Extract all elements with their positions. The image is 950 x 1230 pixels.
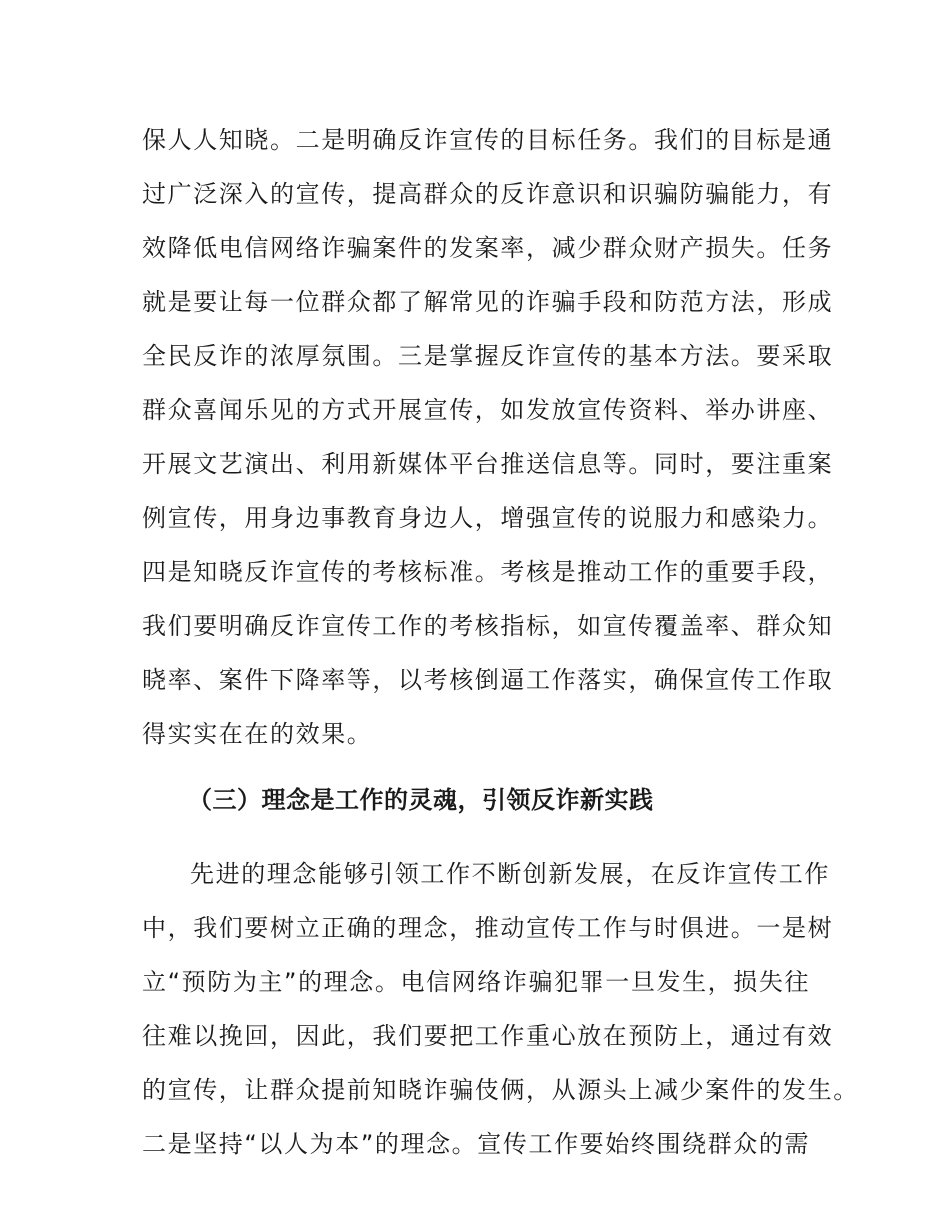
section-heading: （三）理念是工作的灵魂，引领反诈新实践 [188, 786, 654, 814]
paragraph-1-line-12: 得实实在在的效果。 [142, 720, 373, 748]
paragraph-1-line-8: 例宣传，用身边事教育身边人，增强宣传的说服力和感染力。 [142, 504, 834, 532]
paragraph-2-line-2: 中，我们要树立正确的理念，推动宣传工作与时俱进。一是树 [142, 914, 834, 942]
paragraph-2-line-1: 先进的理念能够引领工作不断创新发展，在反诈宣传工作 [190, 860, 830, 888]
paragraph-1-line-4: 就是要让每一位群众都了解常见的诈骗手段和防范方法，形成 [142, 288, 834, 316]
paragraph-1-line-3: 效降低电信网络诈骗案件的发案率，减少群众财产损失。任务 [142, 234, 834, 262]
paragraph-1-line-10: 我们要明确反诈宣传工作的考核指标，如宣传覆盖率、群众知 [142, 612, 834, 640]
paragraph-1-line-1: 保人人知晓。二是明确反诈宣传的目标任务。我们的目标是通 [142, 126, 834, 154]
paragraph-1-line-5: 全民反诈的浓厚氛围。三是掌握反诈宣传的基本方法。要采取 [142, 342, 834, 370]
paragraph-2-line-3: 立“预防为主”的理念。电信网络诈骗犯罪一旦发生，损失往 [142, 968, 811, 996]
paragraph-1-line-9: 四是知晓反诈宣传的考核标准。考核是推动工作的重要手段， [142, 558, 834, 586]
paragraph-1-line-6: 群众喜闻乐见的方式开展宣传，如发放宣传资料、举办讲座、 [142, 396, 834, 424]
paragraph-2-line-4: 往难以挽回，因此，我们要把工作重心放在预防上，通过有效 [142, 1022, 834, 1050]
paragraph-1-line-7: 开展文艺演出、利用新媒体平台推送信息等。同时，要注重案 [142, 450, 834, 478]
paragraph-2-line-6: 二是坚持“以人为本”的理念。宣传工作要始终围绕群众的需 [142, 1130, 811, 1158]
paragraph-2-line-5: 的宣传，让群众提前知晓诈骗伎俩，从源头上减少案件的发生。 [142, 1076, 859, 1104]
paragraph-1-line-11: 晓率、案件下降率等，以考核倒逼工作落实，确保宣传工作取 [142, 666, 834, 694]
paragraph-1-line-2: 过广泛深入的宣传，提高群众的反诈意识和识骗防骗能力，有 [142, 180, 834, 208]
